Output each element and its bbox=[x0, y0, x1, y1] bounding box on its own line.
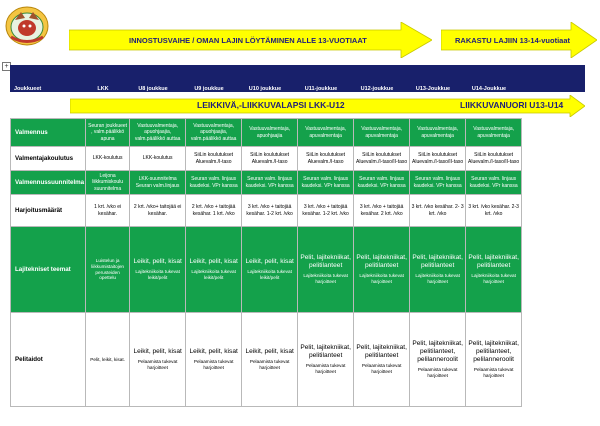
cell-sub: Lajitekniikoita tukevat harjoitteet bbox=[359, 273, 404, 285]
table-cell: SiiLin koulutukset Aluevalm./I-taso bbox=[242, 147, 298, 171]
table-cell bbox=[354, 313, 410, 407]
table-cell bbox=[86, 313, 130, 407]
table-cell: 3 krt. /vko + taitojää kesähar. 2 krt. /vko bbox=[354, 195, 410, 227]
cell-sub: Pelaamista tukevat harjoitteet bbox=[473, 367, 514, 379]
table-cell bbox=[186, 313, 242, 407]
row-label: Pelitaidot bbox=[11, 313, 86, 407]
phase-arrow-age-groups bbox=[70, 95, 585, 117]
team-col-u14: U14-Joukkue bbox=[471, 86, 507, 92]
cell-main: Leikit, pelit, kisat bbox=[189, 348, 238, 355]
cell-main: Pelit, lajitekniikat, pelitilanteet bbox=[300, 253, 351, 270]
cell-sub: Lajitekniikoita tukevat leikit/pelit bbox=[135, 269, 180, 281]
table-cell: SiiLin koulutukset Aluevalm./I-taso/II-taso bbox=[410, 147, 466, 171]
cell-main: Leikit, pelit, kisat bbox=[245, 258, 294, 265]
table-cell bbox=[130, 313, 186, 407]
team-col-u8: U8 joukkue bbox=[138, 86, 168, 92]
phase-arrow-innostus-text: INNOSTUSVAIHE / OMAN LAJIN LÖYTÄMINEN ALLE 13-VUOTIAAT bbox=[129, 35, 367, 45]
table-cell bbox=[354, 227, 410, 313]
cell-sub: Pelaamista tukevat harjoitteet bbox=[137, 359, 178, 371]
cell-main: Pelit, lajitekniikat, pelitilanteet, pelilanneroolit bbox=[412, 339, 463, 364]
team-col-lkk: LKK bbox=[97, 86, 109, 92]
team-col-u13: U13-Joukkue bbox=[415, 86, 451, 92]
table-cell bbox=[410, 313, 466, 407]
table-cell: 2 krt. /vko + taitojää kesähar. 1 krt. /vko bbox=[186, 195, 242, 227]
team-col-u9: U9 joukkue bbox=[194, 86, 224, 92]
table-cell: Vastuuvalmentaja, apuvalmentaja bbox=[354, 119, 410, 147]
cell-sub: Lajitekniikoita tukevat leikit/pelit bbox=[247, 269, 292, 281]
table-cell: Seuran valm. linjaus kaudeksi. VPr kanssa bbox=[186, 171, 242, 195]
table-cell: LKK-suunnitelma Seuran valm.linjaus bbox=[130, 171, 186, 195]
table-cell: 3 krt. /vko kesähar. 2-3 krt. /vko bbox=[466, 195, 522, 227]
cell-sub: Pelaamista tukevat harjoitteet bbox=[361, 363, 402, 375]
table-cell bbox=[410, 227, 466, 313]
cell-main: Leikit, pelit, kisat bbox=[189, 258, 238, 265]
table-cell: Seuran valm. linjaus kaudeksi. VPr kanssa bbox=[242, 171, 298, 195]
table-row bbox=[11, 195, 522, 227]
table-cell: Vastuuvalmentaja, apuvalmentaja bbox=[298, 119, 354, 147]
cell-main: Leikit, pelit, kisat bbox=[133, 258, 182, 265]
team-header-label: Joukkueet bbox=[14, 86, 42, 92]
row-label: Valmennus bbox=[11, 119, 86, 147]
table-cell bbox=[186, 227, 242, 313]
table-cell: Seuran valm. linjaus kaudeksi. VPr kanssa bbox=[354, 171, 410, 195]
table-cell: Seuran joukkueet , valm.päälikkö apuna bbox=[86, 119, 130, 147]
table-cell bbox=[466, 313, 522, 407]
table-cell bbox=[466, 227, 522, 313]
team-col-u12: U12-joukkue bbox=[360, 86, 394, 92]
cell-main: Pelit, lajitekniikat, pelitilanteet bbox=[300, 343, 351, 360]
cell-sub: Pelaamista tukevat harjoitteet bbox=[249, 359, 290, 371]
team-col-u11: U11-joukkue bbox=[304, 86, 338, 92]
table-cell: SiiLin koulutukset Aluevalm./I-taso/II-taso bbox=[466, 147, 522, 171]
cell-main: Luistelun ja liikkumistaitojen perusteiden opettelu bbox=[91, 257, 125, 281]
cell-sub: Pelaamista tukevat harjoitteet bbox=[193, 359, 234, 371]
table-cell: 1 krt. /vko ei kesähar. bbox=[86, 195, 130, 227]
table-cell: LKK-koulutus bbox=[86, 147, 130, 171]
table-cell: Seuran valm. linjaus kaudeksi. VPr kanssa bbox=[298, 171, 354, 195]
table-cell: SiiLin koulutukset Aluevalm./I-taso/II-taso bbox=[354, 147, 410, 171]
row-label: Harjoitusmäärät bbox=[11, 195, 86, 227]
table-cell: Vastuuvalmentaja, apuohjaajia, valm.päälikkö auttaa bbox=[130, 119, 186, 147]
table-row bbox=[11, 147, 522, 171]
cell-sub: Pelaamista tukevat harjoitteet bbox=[417, 367, 458, 379]
cell-main: Pelit, lajitekniikat, pelitilanteet bbox=[356, 253, 407, 270]
table-cell: Leijona liikkumiskoulu suunnitelma bbox=[86, 171, 130, 195]
table-cell: SiiLin koulutukset Aluevalm./I-taso bbox=[186, 147, 242, 171]
table-cell: 3 krt. /vko + taitojää kesähar. 1-2 krt. /vko bbox=[242, 195, 298, 227]
table-cell: SiiLin koulutukset Aluevalm./I-taso bbox=[298, 147, 354, 171]
table-cell bbox=[130, 227, 186, 313]
phase-arrow-innostus bbox=[69, 22, 432, 58]
table-cell: Seuran valm. linjaus kaudeksi. VPr kanssa bbox=[410, 171, 466, 195]
row-label: Valmennussuunnitelma bbox=[11, 171, 86, 195]
table-cell bbox=[298, 313, 354, 407]
cell-main: Pelit, leikit, kisat. bbox=[90, 356, 125, 362]
team-col-u10: U10 joukkue bbox=[248, 86, 282, 92]
cell-sub: Lajitekniikoita tukevat harjoitteet bbox=[471, 273, 516, 285]
cell-main: Leikit, pelit, kisat bbox=[245, 348, 294, 355]
cell-main: Pelit, lajitekniikat, pelitilanteet bbox=[468, 253, 519, 270]
cell-sub: Pelaamista tukevat harjoitteet bbox=[305, 363, 346, 375]
table-row bbox=[11, 313, 522, 407]
cell-sub: Lajitekniikoita tukevat leikit/pelit bbox=[191, 269, 236, 281]
club-logo bbox=[5, 4, 49, 48]
cell-main: Pelit, lajitekniikat, pelitilanteet bbox=[356, 343, 407, 360]
table-cell bbox=[242, 227, 298, 313]
table-row bbox=[11, 171, 522, 195]
phase-arrow-rakastu-text: RAKASTU LAJIIN 13-14-vuotiaat bbox=[455, 35, 571, 45]
table-cell: Vastuuvalmentaja, apuvalmentaja bbox=[410, 119, 466, 147]
row-label: Valmentajakoulutus bbox=[11, 147, 86, 171]
table-row bbox=[11, 227, 522, 313]
table-cell: Vastuuvalmentaja, apuohjaajia, valm.päälikkö auttaa bbox=[186, 119, 242, 147]
table-row bbox=[11, 119, 522, 147]
cell-sub: Lajitekniikoita tukevat harjoitteet bbox=[415, 273, 460, 285]
table-cell bbox=[298, 227, 354, 313]
cell-main: Leikit, pelit, kisat bbox=[133, 348, 182, 355]
development-table bbox=[10, 118, 522, 407]
phase-text-u13-u14: LIIKKUVANUORI U13-U14 bbox=[460, 100, 564, 110]
table-cell bbox=[242, 313, 298, 407]
row-label: Lajitekniset teemat bbox=[11, 227, 86, 313]
cell-main: Pelit, lajitekniikat, pelitilanteet, pelilanneroolit bbox=[468, 339, 519, 364]
table-cell: Vastuuvalmentaja, apuvalmentaja bbox=[466, 119, 522, 147]
phase-text-lkk-u12: LEIKKIVÄ,-LIIKKUVALAPSI LKK-U12 bbox=[197, 100, 345, 110]
team-header-row bbox=[10, 86, 585, 94]
cell-sub: Lajitekniikoita tukevat harjoitteet bbox=[303, 273, 348, 285]
phase-arrow-rakastu bbox=[441, 22, 597, 58]
cell-main: Pelit, lajitekniikat, pelitilanteet bbox=[412, 253, 463, 270]
table-cell: 3 krt. /vko + taitojää kesähar. 1-2 krt. /vko bbox=[298, 195, 354, 227]
table-cell: LKK-koulutus bbox=[130, 147, 186, 171]
expand-icon[interactable]: + bbox=[2, 62, 11, 71]
table-cell: 3 krt. /vko kesähar. 2- 3 krt. /vko bbox=[410, 195, 466, 227]
table-cell: Vastuuvalmentaja, apuohjaajia bbox=[242, 119, 298, 147]
table-cell: Seuran valm. linjaus kaudeksi. VPr kanssa bbox=[466, 171, 522, 195]
table-cell bbox=[86, 227, 130, 313]
table-cell: 2 krt. /vko+ taitojää ei kesähar. bbox=[130, 195, 186, 227]
